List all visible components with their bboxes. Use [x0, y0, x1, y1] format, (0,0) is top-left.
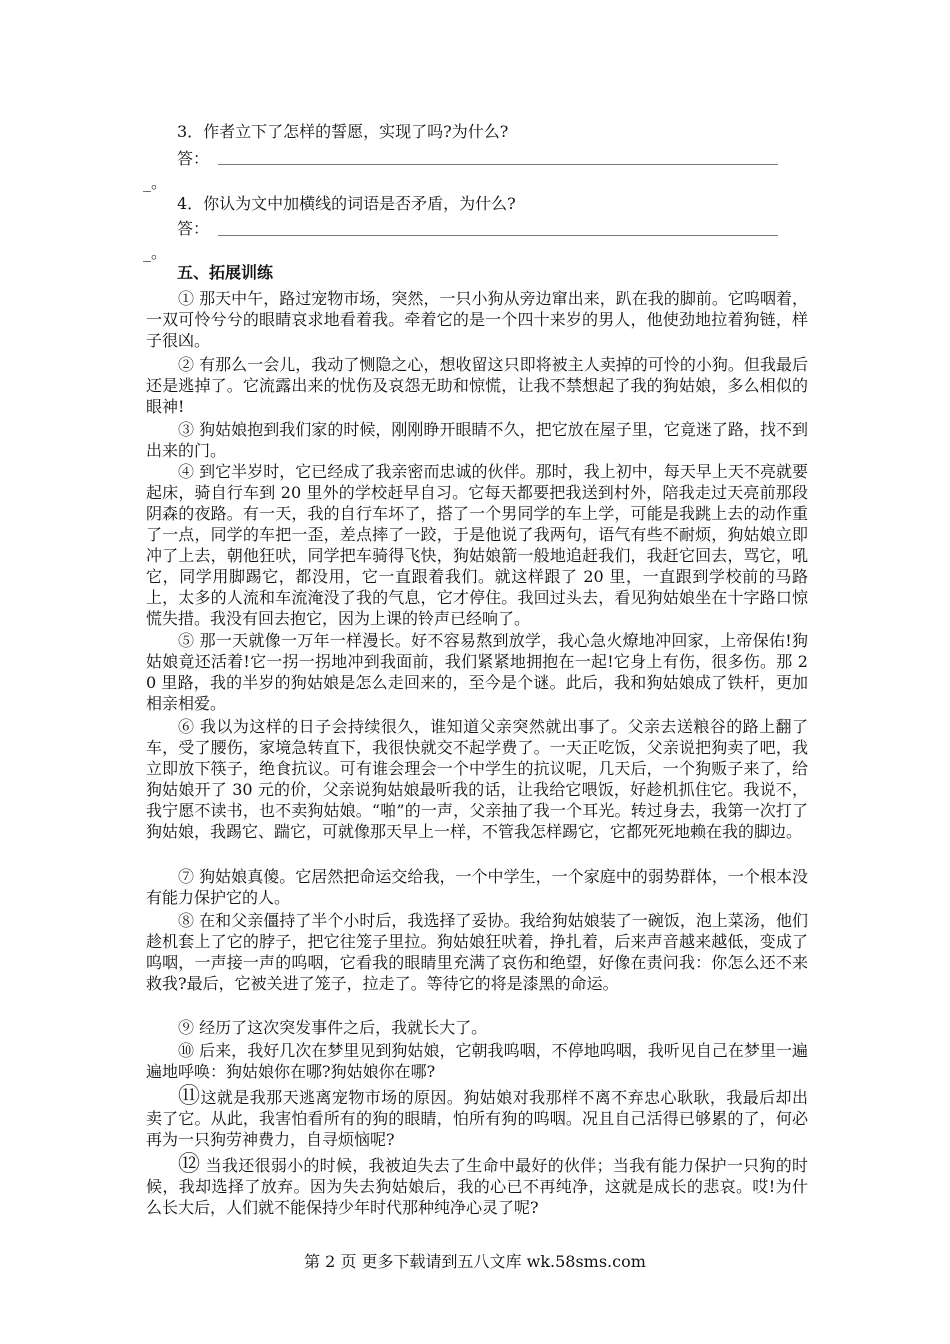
paragraph-number: ⑧ — [178, 911, 195, 930]
paragraph-number: ⑪ — [178, 1084, 201, 1109]
paragraph-3 — [146, 419, 808, 461]
question-4: 4．你认为文中加横线的词语是否矛盾，为什么? — [177, 194, 516, 213]
paragraph-number: ② — [178, 355, 195, 374]
paragraph-6 — [146, 716, 808, 842]
paragraph-2 — [146, 354, 808, 417]
paragraph-text: 狗姑娘真傻。它居然把命运交给我，一个中学生，一个家庭中的弱势群体，一个根本没有能力保护它的人。 — [146, 867, 808, 907]
paragraph-10 — [146, 1040, 808, 1082]
paragraph-number: ④ — [178, 462, 195, 481]
paragraph-text: 那一天就像一万年一样漫长。好不容易熬到放学，我心急火燎地冲回家，上帝保佑!狗姑娘竟还活着!它一拐一拐地冲到我面前，我们紧紧地拥抱在一起!它身上有伤，很多伤。那 20 里路，我的半岁的狗姑娘是怎么走回来的，至今是个谜。此后，我和狗姑娘成了铁杆，更加相亲相爱。 — [146, 631, 808, 713]
paragraph-text: 那天中午，路过宠物市场，突然，一只小狗从旁边窜出来，趴在我的脚前。它呜咽着，一双可怜兮兮的眼睛哀求地看着我。牵着它的是一个四十来岁的男人，他使劲地拉着狗链，样子很凶。 — [146, 289, 808, 350]
question-3: 3．作者立下了怎样的誓愿，实现了吗?为什么? — [177, 122, 509, 141]
paragraph-number: ⑨ — [178, 1018, 195, 1037]
paragraph-text: 当我还很弱小的时候，我被迫失去了生命中最好的伙伴；当我有能力保护一只狗的时候，我却选择了放弃。因为失去狗姑娘后，我的心已不再纯净，这就是成长的悲哀。哎!为什么长大后，人们就不能保持少年时代那种纯净心灵了呢? — [146, 1156, 808, 1217]
paragraph-number: ⑫ — [178, 1152, 201, 1177]
paragraph-text: 狗姑娘抱到我们家的时候，刚刚睁开眼睛不久，把它放在屋子里，它竟迷了路，找不到出来的门。 — [146, 420, 808, 460]
paragraph-text: 有那么一会儿，我动了恻隐之心，想收留这只即将被主人卖掉的可怜的小狗。但我最后还是逃掉了。它流露出来的忧伤及哀怨无助和惊慌，让我不禁想起了我的狗姑娘，多么相似的眼神! — [146, 355, 808, 416]
paragraph-text: 在和父亲僵持了半个小时后，我选择了妥协。我给狗姑娘装了一碗饭，泡上菜汤，他们趁机套上了它的脖子，把它往笼子里拉。狗姑娘狂吠着，挣扎着，后来声音越来越低，变成了呜咽，一声接一声的呜咽，它看我的眼睛里充满了哀伤和绝望，好像在责问我：你怎么还不来救我?最后，它被关进了笼子，拉走了。等待它的将是漆黑的命运。 — [146, 911, 808, 993]
answer-tail-4: _。 — [143, 243, 168, 262]
paragraph-text: 经历了这次突发事件之后，我就长大了。 — [194, 1018, 488, 1037]
paragraph-12 — [146, 1152, 808, 1218]
paragraph-text: 后来，我好几次在梦里见到狗姑娘，它朝我呜咽，不停地呜咽，我听见自己在梦里一遍遍地呼唤：狗姑娘你在哪?狗姑娘你在哪? — [146, 1041, 808, 1081]
answer-label-4: 答： — [177, 219, 210, 238]
paragraph-number: ① — [178, 289, 195, 308]
paragraph-11 — [146, 1084, 808, 1150]
paragraph-number: ③ — [178, 420, 195, 439]
paragraph-text: 这就是我那天逃离宠物市场的原因。狗姑娘对我那样不离不弃忠心耿耿，我最后却出卖了它。从此，我害怕看所有的狗的眼睛，怕所有狗的呜咽。况且自己活得已够累的了，何必再为一只狗劳神费力，自寻烦恼呢? — [146, 1088, 808, 1149]
page-footer: 第 2 页 更多下载请到五八文库 wk.58sms.com — [304, 1252, 646, 1271]
paragraph-8 — [146, 910, 808, 994]
answer-line-3[interactable] — [218, 164, 778, 165]
paragraph-4 — [146, 461, 808, 629]
paragraph-number: ⑦ — [178, 867, 195, 886]
answer-tail-3: _。 — [143, 173, 168, 192]
section-heading: 五、拓展训练 — [177, 263, 274, 282]
paragraph-text: 到它半岁时，它已经成了我亲密而忠诚的伙伴。那时，我上初中，每天早上天不亮就要起床，骑自行车到 20 里外的学校赶早自习。它每天都要把我送到村外，陪我走过天亮前那段阴森的夜路。有一天，我的自行车坏了，搭了一个男同学的车上学，可能是我跳上去的动作重了一点，同学的车把一歪，差点摔了一跤，于是他说了我两句，语气有些不耐烦，狗姑娘立即冲了上去，朝他狂吠，同学把车骑得飞快，狗姑娘箭一般地追赶我们，我赶它回去，骂它，吼它，同学用脚踢它，都没用，它一直跟着我们。就这样跟了 20 里，一直跟到学校前的马路上，太多的人流和车流淹没了我的气息，它才停住。我回过头去，看见狗姑娘坐在十字路口惊慌失措。我没有回去抱它，因为上课的铃声已经响了。 — [146, 462, 808, 628]
paragraph-number: ⑩ — [178, 1041, 195, 1060]
paragraph-number: ⑤ — [178, 631, 195, 650]
paragraph-1 — [146, 288, 808, 351]
paragraph-9 — [146, 1017, 808, 1038]
paragraph-text: 我以为这样的日子会持续很久，谁知道父亲突然就出事了。父亲去送粮谷的路上翻了车，受了腰伤，家境急转直下，我很快就交不起学费了。一天正吃饭，父亲说把狗卖了吧，我立即放下筷子，绝食抗议。可有谁会理会一个中学生的抗议呢，几天后，一个狗贩子来了，给狗姑娘开了 30 元的价，父亲说狗姑娘最听我的话，让我给它喂饭，好趁机抓住它。我说不，我宁愿不读书，也不卖狗姑娘。“啪”的一声，父亲抽了我一个耳光。转过身去，我第一次打了狗姑娘，我踢它、踹它，可就像那天早上一样，不管我怎样踢它，它都死死地赖在我的脚边。 — [146, 717, 808, 841]
answer-label-3: 答： — [177, 149, 210, 168]
paragraph-7 — [146, 866, 808, 908]
answer-line-4[interactable] — [218, 235, 778, 236]
paragraph-number: ⑥ — [178, 717, 195, 736]
paragraph-5 — [146, 630, 808, 714]
